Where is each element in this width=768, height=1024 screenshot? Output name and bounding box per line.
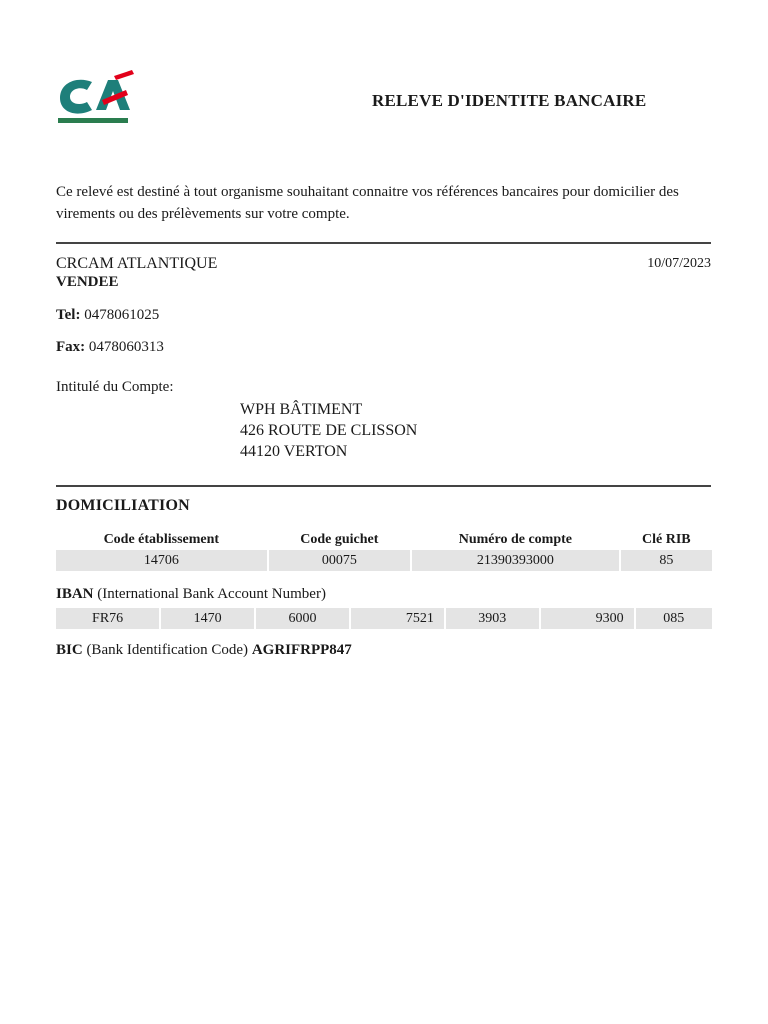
iban-label-line [56,586,326,603]
bic-label: BIC [56,642,83,658]
cle-rib: 85 [621,550,712,571]
rib-value-row [56,550,712,571]
bic-line [56,642,352,659]
holder-name: WPH BÂTIMENT [240,401,363,418]
account-holder-label: Intitulé du Compte: [56,379,174,395]
numero-compte: 21390393000 [412,550,619,571]
header-numero-compte: Numéro de compte [458,532,573,547]
rib-header-row [56,530,712,550]
holder-street: 426 ROUTE DE CLISSON [240,422,418,439]
bank-region: VENDEE [56,274,119,290]
iban-group: FR76 [56,608,159,629]
tel-label: Tel: [56,307,81,323]
statement-date: 10/07/2023 [647,256,711,271]
document-title: RELEVE D'IDENTITE BANCAIRE [372,91,647,110]
tel-line [56,307,159,324]
header-code-guichet: Code guichet [300,532,379,547]
holder-city: 44120 VERTON [240,443,348,460]
domiciliation-title: DOMICILIATION [56,497,190,514]
iban-table [54,608,714,629]
credit-agricole-logo [56,68,136,126]
tel-number: 0478061025 [84,307,160,323]
iban-group: 1470 [161,608,254,629]
bank-name: CRCAM ATLANTIQUE [56,255,218,272]
fax-number: 0478060313 [88,339,164,355]
intro-text: Ce relevé est destiné à tout organisme souhaitant connaitre vos références bancaires pour domicilier des virements ou des prélèvements sur votre compte. [56,184,679,222]
bic-code: AGRIFRPP847 [251,642,352,658]
code-etablissement: 14706 [56,550,267,571]
divider [56,485,711,487]
header-code-etablissement: Code établissement [103,532,220,547]
account-holder [240,399,417,462]
iban-group: 085 [636,608,712,629]
iban-group: 3903 [446,608,539,629]
iban-group: 6000 [256,608,349,629]
iban-label-detail: (International Bank Account Number) [97,586,326,602]
iban-group: 9300 [541,608,634,629]
bic-label-detail: (Bank Identification Code) [86,642,249,658]
rib-table [54,530,714,571]
iban-label: IBAN [56,586,94,602]
divider [56,242,711,244]
iban-group: 7521 [351,608,444,629]
fax-line [56,339,164,356]
code-guichet: 00075 [269,550,410,571]
header-cle-rib: Clé RIB [642,532,691,547]
fax-label: Fax: [56,339,86,355]
iban-row [56,608,712,629]
